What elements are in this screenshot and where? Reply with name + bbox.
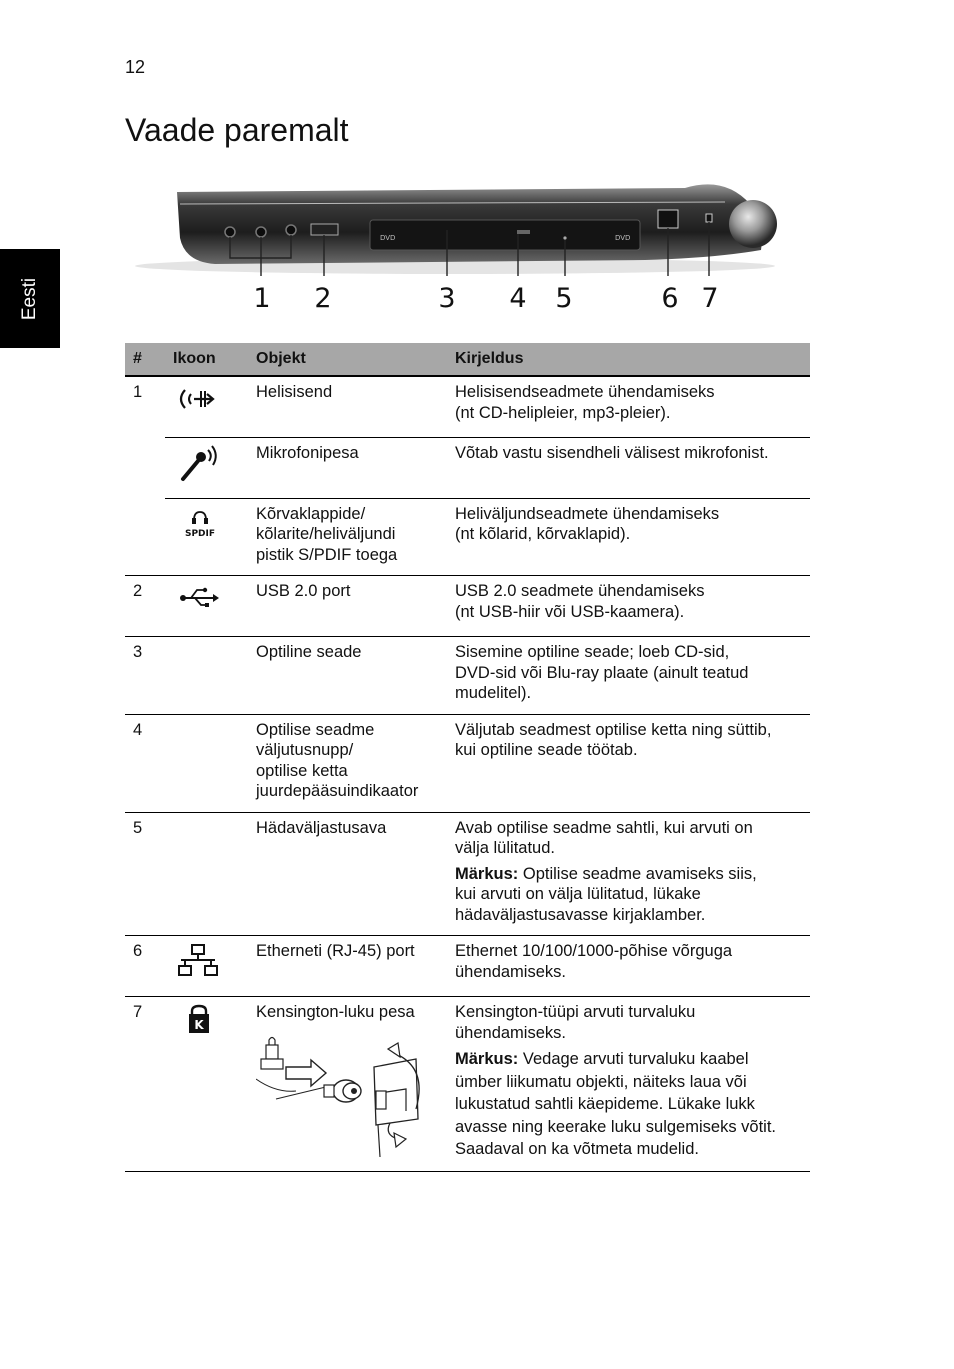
object-line: Kensington-luku pesa <box>256 1003 415 1021</box>
object-line: kõlarite/heliväljundi <box>256 525 396 543</box>
desc-line: välja lülitatud. <box>455 839 555 857</box>
row-object: Optiline seade <box>248 637 447 715</box>
row-number <box>125 498 165 576</box>
table-row <box>125 498 810 576</box>
desc-line: Avab optilise seadme sahtli, kui arvuti on <box>455 818 753 837</box>
object-line: pistik S/PDIF toega <box>256 545 398 564</box>
object-line: Optilise seadme <box>256 720 375 739</box>
row-number: 4 <box>125 714 165 812</box>
row-object: USB 2.0 port <box>248 576 447 637</box>
table-row <box>125 936 810 997</box>
row-icon-cell <box>165 576 248 637</box>
headphone-jack <box>286 225 296 235</box>
row-object: Mikrofonipesa <box>248 437 447 498</box>
row-object <box>248 498 447 576</box>
desc-line: kui optiline seade töötab. <box>455 741 638 759</box>
row-description <box>447 812 810 936</box>
headphones-spdif-icon <box>173 504 223 544</box>
note-label: Märkus: <box>455 864 519 883</box>
table-row <box>125 376 810 437</box>
kensington-lock-icon <box>173 1002 223 1042</box>
desc-line: Helisisendseadmete ühendamiseks <box>455 383 715 401</box>
row-icon-cell <box>165 936 248 997</box>
row-number <box>125 437 165 498</box>
table-row <box>125 714 810 812</box>
row-icon-cell <box>165 997 248 1172</box>
desc-line: Heliväljundseadmete ühendamiseks <box>455 504 720 523</box>
callout-5: 5 <box>555 283 573 314</box>
row-number: 1 <box>133 383 143 401</box>
desc-line: Sisemine optiline seade; loeb CD-sid, <box>455 643 730 661</box>
desc-line: USB 2.0 seadmete ühendamiseks <box>455 582 705 600</box>
row-description <box>447 576 810 637</box>
row-object: Hädaväljastusava <box>248 812 447 936</box>
ethernet-port <box>658 210 678 228</box>
eject-button <box>517 230 530 234</box>
desc-line: Väljutab seadmest optilise ketta ning süttib, <box>455 720 772 739</box>
note-line: Optilise seadme avamiseks siis, <box>522 864 757 883</box>
language-side-tab <box>0 249 60 348</box>
row-number: 6 <box>125 936 165 997</box>
callout-4: 4 <box>509 283 527 314</box>
note-line: kui arvuti on välja lülitatud, lükake <box>455 885 701 903</box>
row-icon-cell <box>165 714 248 812</box>
desc-line: (nt CD-helipleier, mp3-pleier). <box>455 403 671 422</box>
callout-1: 1 <box>253 283 271 314</box>
object-line: väljutusnupp/ <box>256 741 354 759</box>
usb-icon <box>173 581 223 621</box>
table-row <box>125 997 810 1172</box>
desc-line: DVD-sid või Blu-ray plaate (ainult teatud <box>455 663 749 682</box>
callout-6: 6 <box>661 283 679 314</box>
note-line: avasse ning keerake luku sulgemiseks võtit. <box>455 1117 776 1136</box>
network-icon <box>173 941 223 981</box>
table-row <box>125 437 810 498</box>
row-icon-cell <box>165 376 248 437</box>
row-description <box>447 637 810 715</box>
desc-line: ühendamiseks. <box>455 962 566 981</box>
note-line: lukustatud sahtli käepideme. Lükake lukk <box>455 1095 755 1113</box>
ports-table <box>125 343 810 1172</box>
row-description <box>447 997 810 1172</box>
page-number: 12 <box>125 57 146 77</box>
row-description <box>447 498 810 576</box>
callout-7: 7 <box>701 283 719 314</box>
kensington-slot <box>706 214 712 222</box>
kensington-icon-letter: K <box>194 1018 204 1032</box>
row-description <box>447 376 810 437</box>
note-line: Saadaval on ka võtmeta mudelid. <box>455 1140 699 1158</box>
note-line: ümber liikumatu objekti, näiteks laua või <box>455 1072 747 1091</box>
desc-line: ühendamiseks. <box>455 1023 566 1042</box>
desc-line: Kensington-tüüpi arvuti turvaluku <box>455 1003 696 1021</box>
desc-line: (nt kõlarid, kõrvaklapid). <box>455 525 631 543</box>
table-row <box>125 576 810 637</box>
row-description <box>447 437 810 498</box>
row-object: Etherneti (RJ-45) port <box>248 936 447 997</box>
callout-3: 3 <box>438 283 456 314</box>
audio-in-jack <box>225 227 235 237</box>
row-number: 3 <box>125 637 165 715</box>
object-line: Kõrvaklappide/ <box>256 504 366 523</box>
desc-line: mudelitel). <box>455 684 532 702</box>
svg-text:DVD: DVD <box>380 234 396 242</box>
note <box>455 864 802 926</box>
desc-line: Ethernet 10/100/1000-põhise võrguga <box>455 942 733 960</box>
optical-drive-tray <box>370 220 640 250</box>
note-label: Märkus: <box>455 1050 519 1068</box>
emergency-eject-hole <box>563 236 566 239</box>
header-num: # <box>125 343 165 376</box>
header-description: Kirjeldus <box>447 343 810 376</box>
object-line: juurdepääsuindikaator <box>256 782 419 800</box>
row-description <box>447 714 810 812</box>
table-header-row <box>125 343 810 376</box>
row-number: 2 <box>125 576 165 637</box>
row-icon-cell <box>165 437 248 498</box>
hinge-cap <box>729 200 777 248</box>
kensington-lock-illustration <box>256 1027 426 1159</box>
desc-line: Võtab vastu sisendheli välisest mikrofonist. <box>455 443 769 462</box>
laptop-right-side-figure <box>125 168 810 318</box>
callout-2: 2 <box>314 283 332 314</box>
object-line: optilise ketta <box>256 761 348 780</box>
usb-port <box>311 224 338 235</box>
microphone-jack <box>256 227 266 237</box>
row-number: 7 <box>125 997 165 1172</box>
note <box>455 1048 802 1161</box>
table-row <box>125 637 810 715</box>
spdif-icon-label: SPDIF <box>184 528 216 539</box>
row-object: Helisisend <box>256 383 333 401</box>
row-icon-cell <box>165 812 248 936</box>
page-title: Vaade paremalt <box>125 112 349 148</box>
note-line: hädaväljastusavasse kirjaklamber. <box>455 905 706 924</box>
table-row <box>125 812 810 936</box>
header-icon: Ikoon <box>165 343 248 376</box>
side-tab-label: Eesti <box>19 277 40 321</box>
desc-line: (nt USB-hiir või USB-kaamera). <box>455 602 685 621</box>
row-object <box>248 997 447 1172</box>
header-object: Objekt <box>248 343 447 376</box>
row-icon-cell <box>165 498 248 576</box>
note-line: Vedage arvuti turvaluku kaabel <box>522 1050 749 1068</box>
row-number: 5 <box>125 812 165 936</box>
microphone-icon <box>173 443 223 483</box>
row-icon-cell <box>165 637 248 715</box>
svg-text:DVD: DVD <box>615 234 631 242</box>
audio-in-icon <box>173 382 223 422</box>
row-description <box>447 936 810 997</box>
row-object <box>248 714 447 812</box>
